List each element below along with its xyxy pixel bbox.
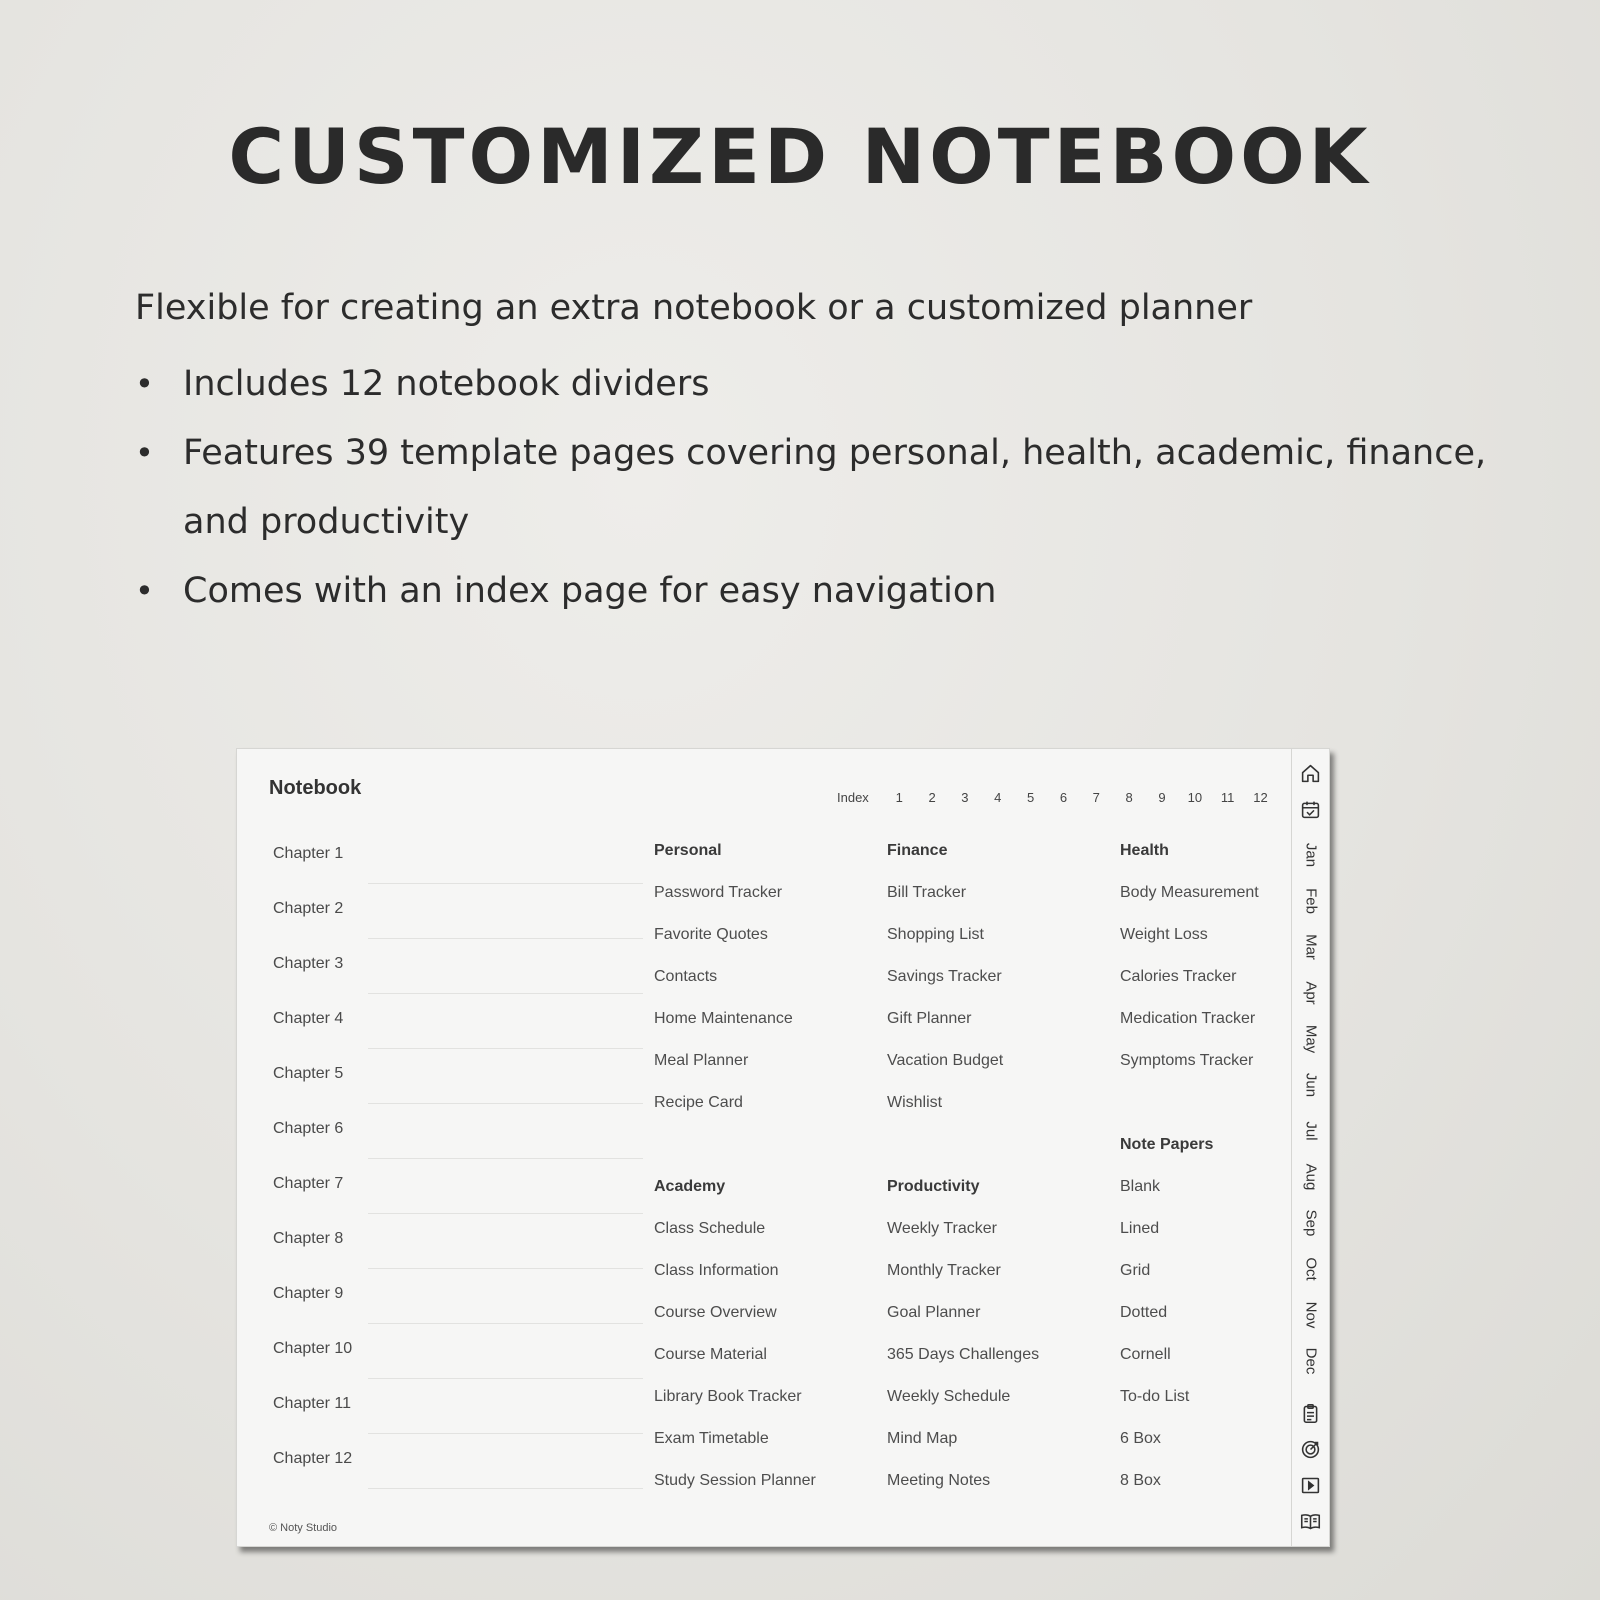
template-link[interactable]: Monthly Tracker bbox=[887, 1262, 1001, 1279]
template-link[interactable]: 6 Box bbox=[1120, 1430, 1161, 1447]
template-link[interactable]: Course Overview bbox=[654, 1304, 777, 1321]
divider-line bbox=[368, 1103, 643, 1104]
chapter-row[interactable] bbox=[273, 1224, 633, 1279]
template-link[interactable]: Course Material bbox=[654, 1346, 767, 1363]
chapter-label[interactable]: Chapter 1 bbox=[273, 845, 344, 862]
template-link[interactable]: Savings Tracker bbox=[887, 968, 1002, 985]
tab-sep[interactable] bbox=[1292, 1201, 1329, 1245]
nav-chapter-3[interactable]: 3 bbox=[961, 789, 969, 805]
template-link[interactable]: Class Schedule bbox=[654, 1220, 766, 1237]
tab-jun[interactable] bbox=[1292, 1063, 1329, 1107]
tab-oct[interactable] bbox=[1292, 1247, 1329, 1291]
template-link[interactable]: 365 Days Challenges bbox=[887, 1346, 1040, 1363]
tab-may[interactable] bbox=[1292, 1017, 1329, 1061]
template-link[interactable]: Weekly Schedule bbox=[887, 1388, 1011, 1405]
template-link[interactable]: Library Book Tracker bbox=[654, 1388, 802, 1405]
chapter-label[interactable]: Chapter 7 bbox=[273, 1175, 344, 1192]
month-label[interactable]: Jun bbox=[1302, 1072, 1319, 1098]
section-heading: Academy bbox=[654, 1178, 726, 1195]
template-link[interactable]: Home Maintenance bbox=[654, 1010, 793, 1027]
chapter-label[interactable]: Chapter 4 bbox=[273, 1010, 344, 1027]
month-label[interactable]: Oct bbox=[1302, 1257, 1319, 1281]
template-link[interactable]: 8 Box bbox=[1120, 1472, 1161, 1489]
template-link[interactable]: Grid bbox=[1120, 1262, 1151, 1279]
chapter-label[interactable]: Chapter 8 bbox=[273, 1230, 344, 1247]
tab-dec[interactable] bbox=[1292, 1339, 1329, 1383]
month-label[interactable]: May bbox=[1302, 1024, 1319, 1054]
template-link[interactable]: Shopping List bbox=[887, 926, 984, 943]
chapter-row[interactable] bbox=[273, 1389, 633, 1444]
template-link[interactable]: Gift Planner bbox=[887, 1010, 972, 1027]
nav-chapter-9[interactable]: 9 bbox=[1158, 789, 1166, 805]
nav-chapter-1[interactable]: 1 bbox=[895, 789, 903, 805]
template-link[interactable]: Vacation Budget bbox=[887, 1052, 1004, 1069]
template-link[interactable]: Study Session Planner bbox=[654, 1472, 816, 1489]
divider-line bbox=[368, 1433, 643, 1434]
chapter-row[interactable] bbox=[273, 1279, 633, 1334]
tab-mar[interactable] bbox=[1292, 925, 1329, 969]
divider-line bbox=[368, 1213, 643, 1214]
section-heading: Personal bbox=[654, 842, 722, 859]
chapter-row[interactable] bbox=[273, 1004, 633, 1059]
nav-chapter-12[interactable]: 12 bbox=[1253, 789, 1268, 805]
template-link[interactable]: Password Tracker bbox=[654, 884, 783, 901]
chapter-label[interactable]: Chapter 12 bbox=[273, 1450, 353, 1467]
template-link[interactable]: Body Measurement bbox=[1120, 884, 1259, 901]
divider-line bbox=[368, 993, 643, 994]
feature-item: • Includes 12 notebook dividers bbox=[135, 350, 1495, 419]
section-heading: Finance bbox=[887, 842, 948, 859]
notebook-index-page bbox=[236, 748, 1330, 1547]
feature-list bbox=[135, 350, 1495, 626]
template-link[interactable]: Goal Planner bbox=[887, 1304, 981, 1321]
side-tab-bar bbox=[1291, 749, 1329, 1546]
copyright-text: © Noty Studio bbox=[269, 1522, 338, 1534]
template-link[interactable]: Weekly Tracker bbox=[887, 1220, 997, 1237]
month-label[interactable]: Dec bbox=[1302, 1347, 1319, 1375]
tab-aug[interactable] bbox=[1292, 1155, 1329, 1199]
section-academy bbox=[654, 1177, 874, 1513]
hero-title: CUSTOMIZED NOTEBOOK bbox=[228, 112, 1372, 201]
intro-text: Flexible for creating an extra notebook or a customized planner bbox=[135, 288, 1253, 328]
template-link[interactable]: Contacts bbox=[654, 968, 718, 985]
divider-line bbox=[368, 1378, 643, 1379]
chapter-label[interactable]: Chapter 11 bbox=[273, 1395, 351, 1412]
chapter-row[interactable] bbox=[273, 1114, 633, 1169]
section-finance bbox=[887, 841, 1107, 1135]
section-heading: Note Papers bbox=[1120, 1136, 1214, 1153]
template-link[interactable]: Symptoms Tracker bbox=[1120, 1052, 1254, 1069]
nav-chapter-10[interactable]: 10 bbox=[1187, 789, 1203, 805]
chapter-row[interactable] bbox=[273, 1169, 633, 1224]
chapter-label[interactable]: Chapter 9 bbox=[273, 1285, 344, 1302]
calendar-icon[interactable] bbox=[1300, 799, 1321, 820]
book-icon[interactable] bbox=[1300, 1511, 1321, 1532]
chapter-label[interactable]: Chapter 6 bbox=[273, 1120, 344, 1137]
chapter-row[interactable] bbox=[273, 894, 633, 949]
nav-index-link[interactable]: Index bbox=[837, 789, 869, 805]
chapter-row[interactable] bbox=[273, 949, 633, 1004]
template-link[interactable]: Wishlist bbox=[887, 1094, 943, 1111]
divider-line bbox=[368, 1048, 643, 1049]
month-label[interactable]: Jul bbox=[1302, 1121, 1319, 1141]
template-link[interactable]: Cornell bbox=[1120, 1346, 1171, 1363]
section-productivity bbox=[887, 1177, 1107, 1513]
template-link[interactable]: Weight Loss bbox=[1120, 926, 1208, 943]
template-link[interactable]: Lined bbox=[1120, 1220, 1160, 1237]
divider-line bbox=[368, 1323, 643, 1324]
template-link[interactable]: Exam Timetable bbox=[654, 1430, 769, 1447]
play-icon[interactable] bbox=[1300, 1475, 1321, 1496]
section-personal bbox=[654, 841, 874, 1135]
nav-chapter-7[interactable]: 7 bbox=[1092, 789, 1100, 805]
template-link[interactable]: Favorite Quotes bbox=[654, 926, 768, 943]
divider-line bbox=[368, 883, 643, 884]
nav-chapter-6[interactable]: 6 bbox=[1059, 789, 1068, 805]
template-link[interactable]: Medication Tracker bbox=[1120, 1010, 1256, 1027]
template-link[interactable]: Meal Planner bbox=[654, 1052, 749, 1069]
tab-nov[interactable] bbox=[1292, 1293, 1329, 1337]
template-link[interactable]: Blank bbox=[1120, 1178, 1161, 1195]
tab-feb[interactable] bbox=[1292, 879, 1329, 923]
template-link[interactable]: To-do List bbox=[1120, 1388, 1190, 1405]
section-heading: Productivity bbox=[887, 1178, 980, 1195]
nav-chapter-8[interactable]: 8 bbox=[1125, 789, 1133, 805]
template-link[interactable]: Meeting Notes bbox=[887, 1472, 991, 1489]
template-link[interactable]: Bill Tracker bbox=[887, 884, 967, 901]
nav-chapter-11[interactable]: 11 bbox=[1220, 789, 1235, 805]
feature-item: • Comes with an index page for easy navigation bbox=[135, 557, 1495, 626]
template-link[interactable]: Mind Map bbox=[887, 1430, 958, 1447]
month-label[interactable]: Feb bbox=[1302, 888, 1319, 914]
chapter-row[interactable] bbox=[273, 1059, 633, 1114]
tab-apr[interactable] bbox=[1292, 971, 1329, 1015]
section-heading: Health bbox=[1120, 842, 1169, 859]
chapter-label[interactable]: Chapter 10 bbox=[273, 1340, 353, 1357]
feature-item: • Features 39 template pages covering personal, health, academic, finance, and productivity bbox=[135, 419, 1495, 557]
nav-chapter-4[interactable]: 4 bbox=[994, 789, 1002, 805]
chapter-label[interactable]: Chapter 2 bbox=[273, 900, 344, 917]
chapter-row[interactable] bbox=[273, 1444, 633, 1499]
template-link[interactable]: Class Information bbox=[654, 1262, 779, 1279]
top-nav bbox=[837, 787, 1277, 807]
chapter-row[interactable] bbox=[273, 1334, 633, 1389]
home-icon[interactable] bbox=[1300, 763, 1321, 784]
month-label[interactable]: Apr bbox=[1302, 981, 1319, 1005]
month-label[interactable]: Nov bbox=[1302, 1301, 1319, 1329]
month-label[interactable]: Sep bbox=[1302, 1209, 1319, 1237]
chapter-row[interactable] bbox=[273, 839, 633, 894]
clipboard-icon[interactable] bbox=[1300, 1403, 1321, 1424]
target-icon[interactable] bbox=[1300, 1439, 1321, 1460]
chapter-label[interactable]: Chapter 5 bbox=[273, 1065, 344, 1082]
page-title: Notebook bbox=[269, 777, 362, 799]
month-label[interactable]: Jan bbox=[1302, 842, 1319, 868]
month-label[interactable]: Aug bbox=[1302, 1163, 1319, 1191]
divider-line bbox=[368, 1268, 643, 1269]
tab-jan[interactable] bbox=[1292, 833, 1329, 877]
chapter-list bbox=[273, 839, 633, 1499]
divider-line bbox=[368, 1158, 643, 1159]
nav-chapter-2[interactable]: 2 bbox=[928, 789, 936, 805]
month-label[interactable]: Mar bbox=[1302, 934, 1319, 960]
tab-jul[interactable] bbox=[1292, 1109, 1329, 1153]
template-link[interactable]: Dotted bbox=[1120, 1304, 1168, 1321]
divider-line bbox=[368, 938, 643, 939]
nav-chapter-5[interactable]: 5 bbox=[1026, 789, 1035, 805]
chapter-label[interactable]: Chapter 3 bbox=[273, 955, 344, 972]
template-link[interactable]: Recipe Card bbox=[654, 1094, 743, 1111]
template-link[interactable]: Calories Tracker bbox=[1120, 968, 1237, 985]
divider-line bbox=[368, 1488, 643, 1489]
